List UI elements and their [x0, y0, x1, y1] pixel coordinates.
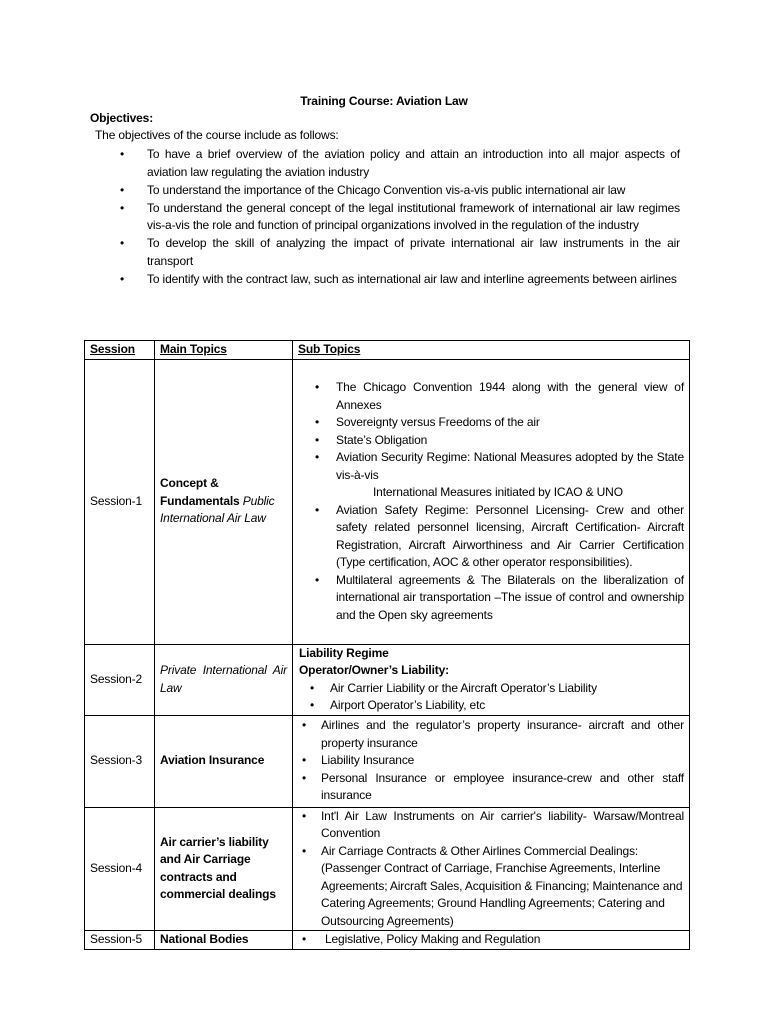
subtopics-cell — [293, 644, 690, 715]
bullet-icon: • — [120, 200, 125, 215]
header-main-topics: Main Topics — [155, 341, 293, 360]
main-topic-cell: National Bodies — [155, 931, 293, 950]
bullet-icon: • — [310, 680, 315, 695]
list-item: • Multilateral agreements & The Bilaterals on the liberalization of international air transportation –The issue of control and ownership and the Open sky agreements — [315, 572, 684, 622]
bullet-icon: • — [120, 182, 125, 197]
objective-item: • To understand the importance of the Chicago Convention vis-a-vis public international air law — [120, 182, 680, 200]
objectives-heading: Objectives: — [90, 111, 154, 125]
objective-item: • To develop the skill of analyzing the impact of private international air law instruments in the air transport — [120, 236, 680, 268]
subtopics-cell — [293, 807, 690, 931]
objective-item: • To have a brief overview of the aviation policy and attain an introduction into all major aspects of aviation law regulating the aviation industry — [120, 147, 680, 179]
document-title: Training Course: Aviation Law — [300, 94, 468, 108]
list-item: • Legislative, Policy Making and Regulation — [298, 931, 684, 949]
list-item: • Sovereignty versus Freedoms of the air — [298, 414, 684, 432]
table-row — [85, 715, 690, 807]
subtopics-cell — [293, 715, 690, 807]
list-item: • Air Carrier Liability or the Aircraft Operator’s Liability — [299, 680, 684, 698]
table-row — [85, 807, 690, 931]
bullet-icon: • — [120, 147, 125, 161]
session-cell: Session-2 — [85, 644, 155, 715]
bullet-icon: • — [302, 808, 307, 823]
list-item: • Int'l Air Law Instruments on Air carrier's liability- Warsaw/Montreal Convention — [302, 808, 684, 840]
session-cell: Session-4 — [85, 807, 155, 931]
bullet-icon: • — [315, 572, 320, 587]
subtopic-heading: Liability Regime — [299, 645, 389, 660]
session-cell: Session-1 — [85, 359, 155, 644]
bullet-icon: • — [302, 753, 307, 768]
list-item: • Liability Insurance — [298, 752, 684, 770]
main-topic-cell: Aviation Insurance — [155, 715, 293, 807]
table-row — [85, 359, 690, 644]
list-item: • Airport Operator’s Liability, etc — [299, 697, 684, 715]
bullet-icon: • — [302, 770, 307, 785]
main-topic-cell — [155, 359, 293, 644]
objective-item: • To identify with the contract law, such as international air law and interline agreements between airlines — [120, 271, 680, 289]
continuation-text: (Passenger Contract of Carriage, Franchise Agreements, Interline Agreements; Aircraft Sales, Acquisition & Financing; Maintenance and Catering Agreements; Ground Handling Agreements; Catering and Outsourcing Agreements) — [321, 861, 683, 928]
bullet-icon: • — [315, 415, 320, 429]
bullet-icon: • — [120, 236, 125, 250]
list-item: • Airlines and the regulator’s property insurance- aircraft and other property insurance — [302, 718, 684, 750]
bullet-icon: • — [302, 843, 307, 858]
bullet-icon: • — [315, 380, 320, 394]
bullet-icon: • — [310, 698, 315, 712]
list-item: • Air Carriage Contracts & Other Airlines Commercial Dealings: — [298, 843, 684, 861]
main-topic: Concept & Fundamentals — [160, 476, 240, 508]
session-cell: Session-5 — [85, 931, 155, 950]
objective-item: • To understand the general concept of the legal institutional framework of international air law regimes vis-a-vis the role and function of principal organizations involved in the regulation of the industry — [120, 200, 680, 232]
list-item: • Aviation Security Regime: National Measures adopted by the State vis-à-vis — [315, 450, 684, 482]
table-header-row — [85, 341, 690, 360]
list-item: • Personal Insurance or employee insurance-crew and other staff insurance — [302, 770, 684, 803]
table-row — [85, 644, 690, 715]
main-topic-cell: Air carrier’s liability and Air Carriage contracts and commercial dealings — [155, 807, 293, 931]
objectives-list — [120, 146, 680, 289]
list-item: • Aviation Safety Regime: Personnel Licensing- Crew and other safety related personnel licensing, Aircraft Certification- Aircraft Registration, Aircraft Airworthiness and Air Carrier Certification (Type certification, AOC & other operator responsibilities). — [315, 502, 684, 569]
list-item: • State’s Obligation — [298, 432, 684, 450]
bullet-icon: • — [302, 718, 307, 733]
main-topic-italic: Private International Air Law — [160, 663, 287, 695]
subtopic-subheading: Operator/Owner’s Liability: — [299, 663, 449, 677]
bullet-icon: • — [315, 432, 320, 447]
bullet-icon: • — [120, 271, 125, 286]
table-row — [85, 931, 690, 950]
main-topic-italic: Public International Air Law — [160, 493, 275, 526]
continuation-line: International Measures initiated by ICAO & UNO — [373, 485, 623, 499]
header-sub-topics: Sub Topics — [293, 341, 690, 360]
bullet-icon: • — [302, 932, 307, 947]
header-session: Session — [85, 341, 155, 360]
subtopics-cell — [293, 931, 690, 950]
objectives-intro: The objectives of the course include as follows: — [95, 128, 339, 142]
subtopics-cell — [293, 359, 690, 644]
bullet-icon: • — [315, 450, 320, 464]
course-table — [84, 340, 690, 950]
main-topic-cell — [155, 644, 293, 715]
bullet-icon: • — [315, 502, 320, 517]
session-cell: Session-3 — [85, 715, 155, 807]
list-item: • The Chicago Convention 1944 along with the general view of Annexes — [315, 380, 684, 412]
